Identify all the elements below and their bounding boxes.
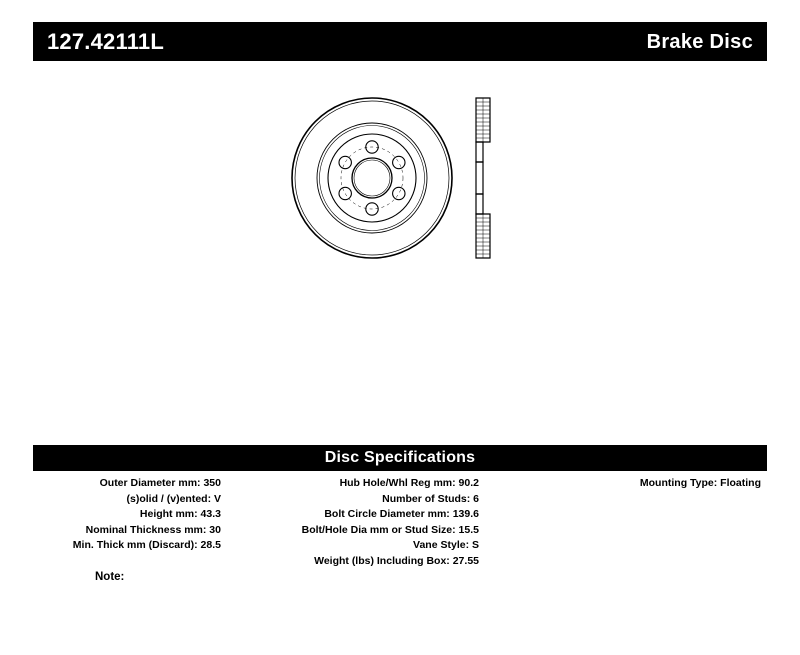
spec-column-left [33, 476, 221, 554]
page-title: Brake Disc [646, 30, 753, 53]
spec-item: Vane Style: S [413, 539, 479, 551]
rotor-front-view [292, 98, 452, 258]
spec-item: Height mm: 43.3 [139, 508, 221, 520]
rotor-side-section-view [476, 98, 490, 258]
disc-specifications-bar [33, 445, 767, 471]
product-drawing [280, 80, 540, 290]
spec-item: Nominal Thickness mm: 30 [85, 523, 221, 536]
spec-column-middle [229, 476, 479, 569]
spec-item: Bolt Circle Diameter mm: 139.6 [324, 508, 479, 520]
part-number: 127.42111L [47, 28, 165, 54]
spec-item: Weight (lbs) Including Box: 27.55 [314, 554, 479, 567]
spec-item: (s)olid / (v)ented: V [126, 492, 221, 505]
note-label: Note: [95, 571, 125, 583]
disc-specifications-title: Disc Specifications [324, 449, 476, 466]
spec-item: Hub Hole/Whl Reg mm: 90.2 [339, 477, 479, 489]
header-bar [33, 22, 767, 61]
spec-item: Number of Studs: 6 [382, 492, 479, 505]
spec-item: Bolt/Hole Dia mm or Stud Size: 15.5 [301, 523, 479, 536]
spec-item: Outer Diameter mm: 350 [99, 477, 221, 489]
specifications-table [33, 476, 767, 576]
spec-item: Mounting Type: Floating [639, 477, 761, 489]
spec-column-right [503, 476, 761, 492]
spec-item: Min. Thick mm (Discard): 28.5 [72, 539, 221, 551]
